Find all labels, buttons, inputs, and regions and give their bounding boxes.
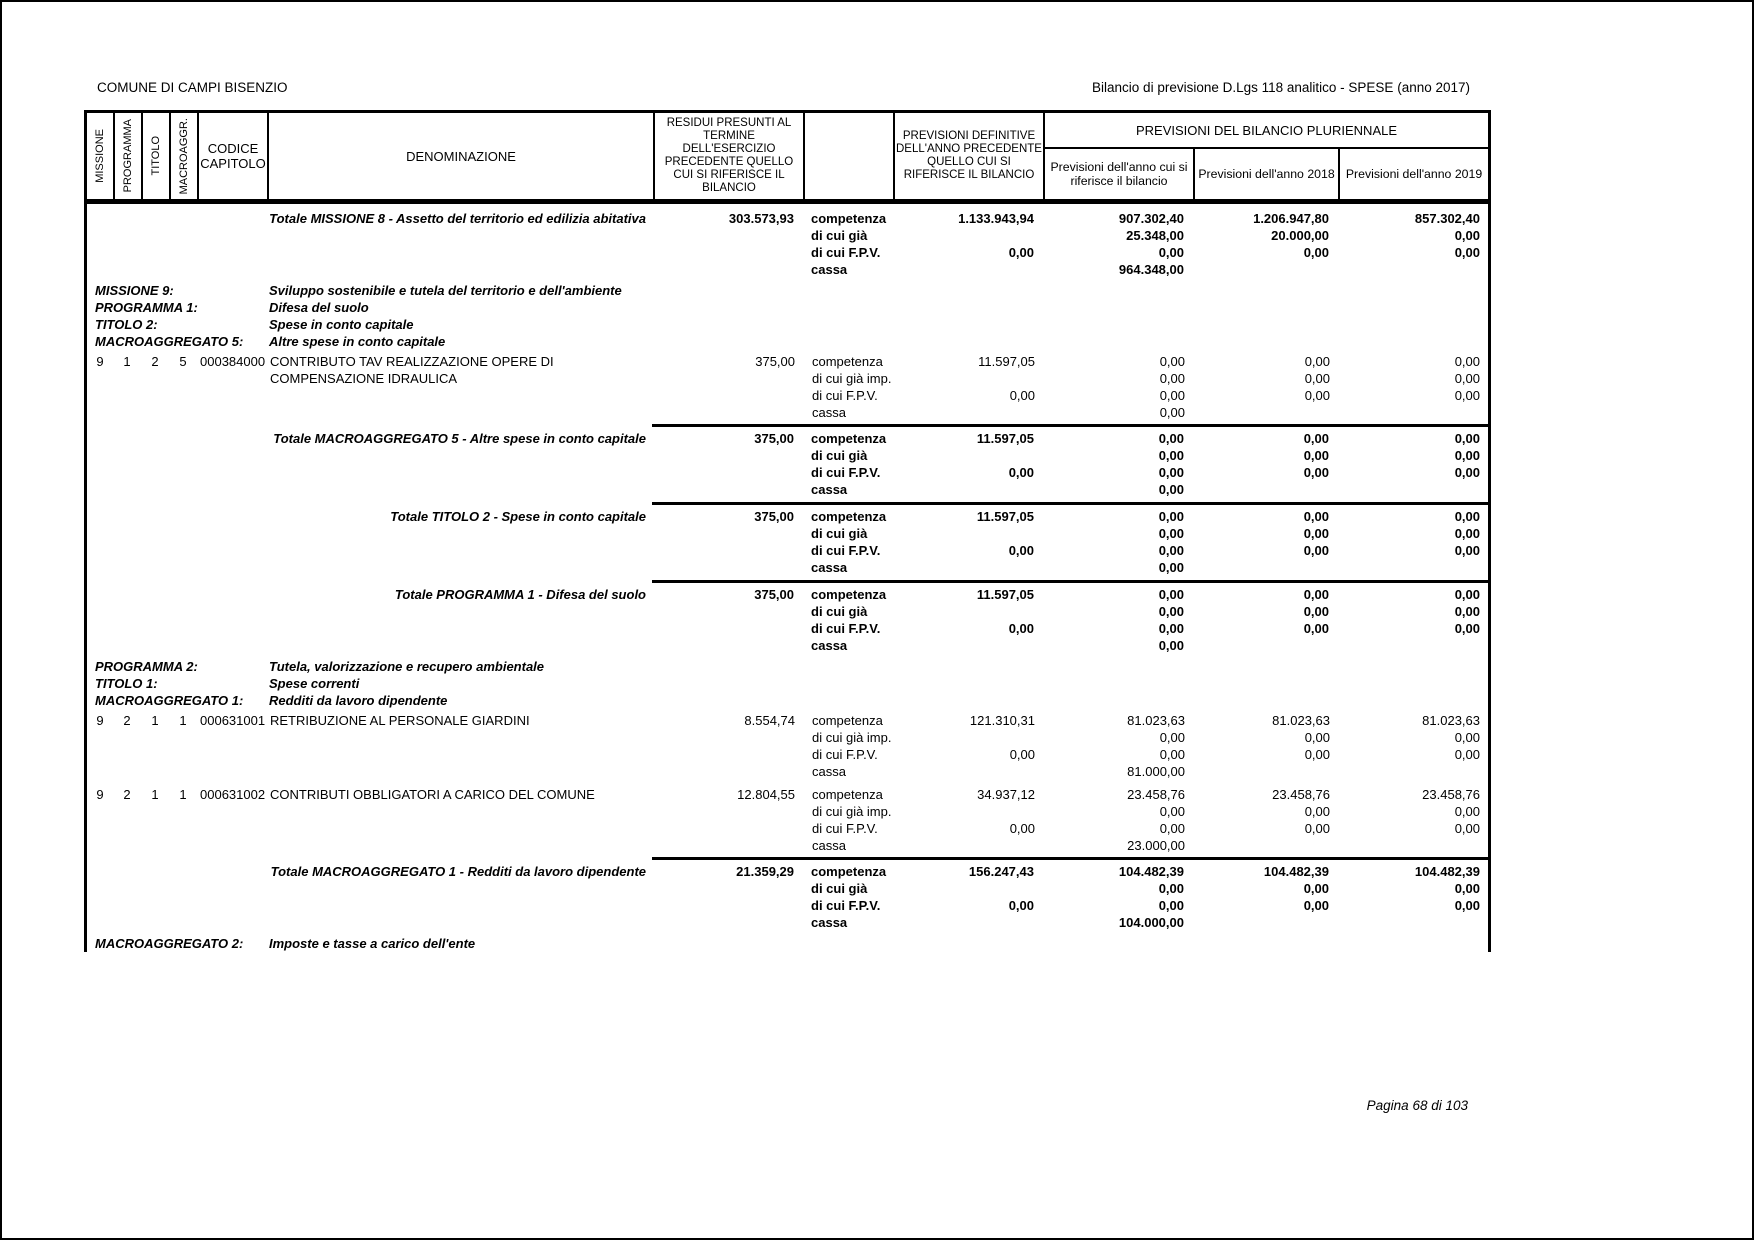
cell-codice-capitolo: 000631002 [200, 787, 266, 802]
value-previsioni-definitive [892, 481, 1042, 498]
col-header-missione-label: MISSIONE [94, 129, 106, 183]
value-lines [802, 508, 1488, 576]
col-header-programma [115, 113, 143, 199]
value-anno-2019 [1337, 637, 1488, 654]
col-header-codice-capitolo: CODICE CAPITOLO [199, 113, 269, 199]
value-anno-bilancio: 0,00 [1158, 543, 1184, 558]
value-previsioni-definitive [893, 729, 1043, 746]
section-label: TITOLO 2: [95, 317, 158, 332]
value-previsioni-definitive: 0,00 [1008, 898, 1034, 913]
value-lines [802, 586, 1488, 654]
value-line [803, 820, 1488, 837]
value-anno-bilancio: 0,00 [1158, 604, 1184, 619]
value-anno-bilancio: 0,00 [1158, 881, 1184, 896]
value-line [802, 586, 1488, 603]
value-anno-2018: 1.206.947,80 [1253, 211, 1329, 226]
col-header-pluriennale: PREVISIONI DEL BILANCIO PLURIENNALE [1045, 113, 1488, 149]
line-label: di cui F.P.V. [811, 898, 881, 913]
line-label: di cui F.P.V. [812, 388, 878, 403]
value-previsioni-definitive [892, 603, 1042, 620]
col-group-previsioni-pluriennale [1045, 113, 1488, 199]
value-anno-bilancio: 0,00 [1158, 526, 1184, 541]
value-anno-2019 [1337, 481, 1488, 498]
document-title: Bilancio di previsione D.Lgs 118 analitico - SPESE (anno 2017) [1092, 80, 1470, 95]
cell-titolo: 2 [151, 354, 159, 369]
value-anno-bilancio: 0,00 [1158, 587, 1184, 602]
value-line [802, 559, 1488, 576]
cell-programma: 2 [123, 787, 131, 802]
line-label: cassa [811, 638, 848, 653]
value-anno-2018: 20.000,00 [1271, 228, 1329, 243]
value-previsioni-definitive: 0,00 [1009, 388, 1035, 403]
col-header-previsioni-definitive: PREVISIONI DEFINITIVE DELL'ANNO PRECEDENTE QUELLO CUI SI RIFERISCE IL BILANCIO [895, 113, 1045, 199]
section-description: Tutela, valorizzazione e recupero ambientale [269, 659, 545, 674]
value-anno-2019: 0,00 [1454, 526, 1480, 541]
section-row [87, 333, 1488, 350]
line-label: competenza [811, 211, 887, 226]
section-description: Redditi da lavoro dipendente [269, 693, 448, 708]
line-label: di cui già [811, 228, 868, 243]
line-label: di cui F.P.V. [812, 747, 878, 762]
value-line [803, 729, 1488, 746]
value-previsioni-definitive [892, 559, 1042, 576]
capitolo-row [87, 709, 1488, 783]
section-description: Altre spese in conto capitale [269, 334, 446, 349]
section-label: MACROAGGREGATO 5: [95, 334, 244, 349]
value-line [802, 863, 1488, 880]
col-header-anno-2018: Previsioni dell'anno 2018 [1195, 149, 1340, 199]
capitolo-row [87, 783, 1488, 857]
value-previsioni-definitive: 156.247,43 [968, 864, 1034, 879]
value-anno-bilancio: 0,00 [1159, 388, 1185, 403]
value-previsioni-definitive [893, 763, 1043, 780]
value-anno-2018: 81.023,63 [1272, 713, 1330, 728]
col-header-anno-bilancio: Previsioni dell'anno cui si riferisce il bilancio [1045, 149, 1195, 199]
value-anno-2019: 0,00 [1454, 448, 1480, 463]
value-previsioni-definitive [893, 837, 1043, 854]
total-row [87, 204, 1488, 282]
cell-denominazione: CONTRIBUTO TAV REALIZZAZIONE OPERE DI COMPENSAZIONE IDRAULICA [270, 354, 554, 386]
value-anno-2018: 0,00 [1303, 621, 1329, 636]
value-previsioni-definitive: 0,00 [1008, 245, 1034, 260]
value-line [803, 837, 1488, 854]
value-anno-2019: 0,00 [1454, 245, 1480, 260]
total-row [87, 857, 1488, 935]
page-number: Pagina 68 di 103 [1366, 1098, 1468, 1113]
value-anno-2018 [1193, 404, 1338, 421]
value-previsioni-definitive: 1.133.943,94 [958, 211, 1034, 226]
value-anno-2019: 0,00 [1454, 371, 1480, 386]
value-anno-2018: 0,00 [1303, 509, 1329, 524]
line-label: competenza [812, 713, 883, 728]
value-anno-bilancio: 0,00 [1158, 245, 1184, 260]
line-label: cassa [812, 764, 846, 779]
col-header-titolo-label: TITOLO [150, 136, 162, 176]
value-anno-2018: 23.458,76 [1272, 787, 1330, 802]
section-description: Difesa del suolo [269, 300, 369, 315]
cell-denominazione: RETRIBUZIONE AL PERSONALE GIARDINI [270, 713, 530, 728]
value-anno-2019: 0,00 [1454, 388, 1480, 403]
line-label: di cui già imp. [812, 371, 892, 386]
value-anno-2018: 0,00 [1303, 543, 1329, 558]
value-anno-2018: 0,00 [1304, 354, 1330, 369]
value-anno-2018: 0,00 [1304, 821, 1330, 836]
value-line [803, 746, 1488, 763]
value-anno-2018: 0,00 [1303, 465, 1329, 480]
table-body [84, 204, 1491, 952]
cell-codice-capitolo: 000384000 [200, 354, 266, 369]
value-anno-2019: 0,00 [1454, 604, 1480, 619]
value-anno-2019 [1337, 261, 1488, 278]
line-label: di cui già imp. [812, 804, 892, 819]
value-lines [802, 863, 1488, 931]
cell-programma: 1 [123, 354, 131, 369]
value-line [802, 542, 1488, 559]
value-line [802, 603, 1488, 620]
value-previsioni-definitive [892, 914, 1042, 931]
value-anno-2019 [1338, 404, 1488, 421]
value-anno-2018: 0,00 [1303, 587, 1329, 602]
value-lines [802, 210, 1488, 278]
total-row [87, 580, 1488, 658]
section-description: Spese in conto capitale [269, 317, 414, 332]
cell-residui: 303.573,93 [728, 211, 794, 226]
value-anno-bilancio: 81.023,63 [1127, 713, 1185, 728]
value-anno-bilancio: 81.000,00 [1127, 764, 1185, 779]
section-row [87, 658, 1488, 675]
value-anno-bilancio: 23.458,76 [1127, 787, 1185, 802]
cell-programma: 2 [123, 713, 131, 728]
value-previsioni-definitive: 11.597,05 [978, 354, 1035, 369]
value-previsioni-definitive [892, 261, 1042, 278]
col-header-residui-presunti: RESIDUI PRESUNTI AL TERMINE DELL'ESERCIZIO PRECEDENTE QUELLO CUI SI RIFERISCE IL BILANCIO [655, 113, 805, 199]
value-anno-2018: 0,00 [1304, 747, 1330, 762]
col-header-missione [87, 113, 115, 199]
value-line [803, 353, 1488, 370]
section-row [87, 299, 1488, 316]
section-label: PROGRAMMA 1: [95, 300, 198, 315]
value-anno-2019: 0,00 [1454, 804, 1480, 819]
value-anno-bilancio: 907.302,40 [1118, 211, 1184, 226]
value-anno-2019: 0,00 [1454, 543, 1480, 558]
value-anno-bilancio: 0,00 [1159, 354, 1185, 369]
value-previsioni-definitive: 11.597,05 [976, 509, 1034, 524]
cell-residui: 21.359,29 [736, 864, 794, 879]
capitolo-row [87, 350, 1488, 424]
value-line [802, 481, 1488, 498]
total-row [87, 424, 1488, 502]
value-previsioni-definitive: 0,00 [1008, 621, 1034, 636]
value-line [802, 430, 1488, 447]
line-label: cassa [811, 482, 848, 497]
line-label: cassa [811, 560, 848, 575]
value-anno-bilancio: 0,00 [1159, 730, 1185, 745]
line-label: di cui F.P.V. [811, 465, 881, 480]
value-anno-bilancio: 0,00 [1158, 621, 1184, 636]
cell-macroaggregato: 1 [179, 713, 187, 728]
value-line [802, 880, 1488, 897]
value-anno-bilancio: 0,00 [1158, 431, 1184, 446]
cell-titolo: 1 [151, 787, 159, 802]
line-label: competenza [812, 787, 883, 802]
section-row [87, 282, 1488, 299]
value-previsioni-definitive [892, 447, 1042, 464]
section-label: TITOLO 1: [95, 676, 158, 691]
value-line [803, 803, 1488, 820]
value-anno-2018 [1192, 637, 1337, 654]
section-label: MISSIONE 9: [95, 283, 174, 298]
value-previsioni-definitive [893, 370, 1043, 387]
section-row [87, 935, 1488, 952]
value-anno-2019: 0,00 [1454, 587, 1480, 602]
value-line [803, 387, 1488, 404]
cell-denominazione: Totale MACROAGGREGATO 5 - Altre spese in conto capitale [273, 431, 646, 446]
value-line [802, 914, 1488, 931]
value-anno-bilancio: 23.000,00 [1127, 838, 1185, 853]
cell-denominazione: CONTRIBUTI OBBLIGATORI A CARICO DEL COMUNE [270, 787, 595, 802]
cell-denominazione: Totale MACROAGGREGATO 1 - Redditi da lavoro dipendente [270, 864, 646, 879]
line-label: di cui già [811, 526, 868, 541]
value-line [802, 464, 1488, 481]
organization-name: COMUNE DI CAMPI BISENZIO [97, 80, 288, 95]
value-lines [803, 786, 1488, 854]
section-description: Spese correnti [269, 676, 360, 691]
value-anno-2019: 23.458,76 [1422, 787, 1480, 802]
col-header-programma-label: PROGRAMMA [122, 119, 134, 193]
value-anno-bilancio: 0,00 [1158, 448, 1184, 463]
line-label: di cui F.P.V. [811, 245, 881, 260]
value-anno-2018 [1192, 261, 1337, 278]
value-anno-2018 [1192, 559, 1337, 576]
value-lines [802, 430, 1488, 498]
value-anno-bilancio: 0,00 [1159, 371, 1185, 386]
value-anno-2019: 0,00 [1454, 747, 1480, 762]
value-previsioni-definitive [893, 803, 1043, 820]
value-previsioni-definitive: 0,00 [1009, 821, 1035, 836]
cell-missione: 9 [96, 787, 104, 802]
value-previsioni-definitive: 11.597,05 [976, 431, 1034, 446]
value-anno-bilancio: 0,00 [1159, 804, 1185, 819]
value-line [802, 525, 1488, 542]
value-anno-2018: 0,00 [1303, 881, 1329, 896]
value-anno-2019: 0,00 [1454, 228, 1480, 243]
col-header-anno-2019: Previsioni dell'anno 2019 [1345, 167, 1483, 181]
value-line [802, 897, 1488, 914]
value-line [802, 637, 1488, 654]
cell-denominazione: Totale PROGRAMMA 1 - Difesa del suolo [394, 587, 646, 602]
value-anno-2018: 0,00 [1303, 245, 1329, 260]
value-previsioni-definitive [893, 404, 1043, 421]
cell-titolo: 1 [151, 713, 159, 728]
value-anno-2018: 104.482,39 [1263, 864, 1329, 879]
value-line [802, 620, 1488, 637]
col-subheaders-pluriennale [1045, 149, 1488, 199]
section-label: MACROAGGREGATO 2: [95, 936, 244, 951]
cell-missione: 9 [96, 713, 104, 728]
value-previsioni-definitive [892, 637, 1042, 654]
value-anno-bilancio: 0,00 [1159, 747, 1185, 762]
value-anno-bilancio: 0,00 [1158, 898, 1184, 913]
cell-residui: 375,00 [754, 431, 794, 446]
line-label: di cui già [811, 604, 868, 619]
line-label: competenza [811, 587, 887, 602]
line-label: competenza [811, 431, 887, 446]
value-anno-2018 [1192, 914, 1337, 931]
section-row [87, 692, 1488, 709]
value-anno-2019 [1337, 914, 1488, 931]
value-line [802, 508, 1488, 525]
cell-codice-capitolo: 000631001 [200, 713, 266, 728]
value-anno-2019: 0,00 [1454, 898, 1480, 913]
value-previsioni-definitive: 0,00 [1008, 465, 1034, 480]
value-anno-bilancio: 0,00 [1159, 405, 1185, 420]
cell-missione: 9 [96, 354, 104, 369]
line-label: di cui già [811, 881, 868, 896]
cell-residui: 8.554,74 [744, 713, 795, 728]
value-anno-bilancio: 104.482,39 [1118, 864, 1184, 879]
value-anno-2019: 0,00 [1454, 730, 1480, 745]
line-label: competenza [811, 864, 887, 879]
value-anno-2019: 0,00 [1454, 509, 1480, 524]
value-anno-2018: 0,00 [1304, 388, 1330, 403]
line-label: di cui F.P.V. [812, 821, 878, 836]
value-anno-bilancio: 104.000,00 [1118, 915, 1184, 930]
section-label: PROGRAMMA 2: [95, 659, 198, 674]
col-header-tipo-empty [805, 113, 895, 199]
total-row [87, 502, 1488, 580]
value-anno-2018: 0,00 [1303, 898, 1329, 913]
value-previsioni-definitive [892, 880, 1042, 897]
value-previsioni-definitive [892, 227, 1042, 244]
col-header-macroaggregato-label: MACROAGGR. [178, 117, 190, 195]
value-anno-2019 [1338, 763, 1488, 780]
value-anno-2018: 0,00 [1303, 431, 1329, 446]
table-header [84, 110, 1491, 204]
section-description: Imposte e tasse a carico dell'ente [269, 936, 476, 951]
value-anno-2018: 0,00 [1303, 604, 1329, 619]
value-previsioni-definitive: 11.597,05 [976, 587, 1034, 602]
value-anno-2018: 0,00 [1303, 448, 1329, 463]
value-anno-2018 [1193, 837, 1338, 854]
line-label: cassa [811, 915, 848, 930]
col-header-macroaggregato [171, 113, 199, 199]
value-anno-2019: 0,00 [1454, 431, 1480, 446]
value-anno-2018: 0,00 [1304, 804, 1330, 819]
value-line [802, 227, 1488, 244]
value-line [803, 763, 1488, 780]
value-anno-2018 [1193, 763, 1338, 780]
value-line [802, 210, 1488, 227]
value-line [803, 786, 1488, 803]
value-anno-2019 [1338, 837, 1488, 854]
value-anno-2019 [1337, 559, 1488, 576]
value-line [802, 261, 1488, 278]
section-description: Sviluppo sostenibile e tutela del territorio e dell'ambiente [269, 283, 622, 298]
value-line [802, 244, 1488, 261]
line-label: competenza [811, 509, 887, 524]
value-anno-2019: 0,00 [1454, 821, 1480, 836]
cell-residui: 375,00 [754, 509, 794, 524]
section-row [87, 316, 1488, 333]
line-label: di cui già [811, 448, 868, 463]
cell-denominazione: Totale MISSIONE 8 - Assetto del territorio ed edilizia abitativa [269, 211, 646, 226]
value-previsioni-definitive: 34.937,12 [977, 787, 1035, 802]
line-label: cassa [812, 405, 846, 420]
value-previsioni-definitive: 0,00 [1009, 747, 1035, 762]
value-lines [803, 712, 1488, 780]
value-anno-2018 [1192, 481, 1337, 498]
value-anno-2019: 0,00 [1454, 465, 1480, 480]
col-header-denominazione: DENOMINAZIONE [269, 113, 655, 199]
section-row [87, 675, 1488, 692]
value-anno-bilancio: 0,00 [1158, 482, 1184, 497]
value-line [803, 404, 1488, 421]
line-label: cassa [811, 262, 848, 277]
value-anno-2019: 104.482,39 [1414, 864, 1480, 879]
value-anno-2018: 0,00 [1304, 371, 1330, 386]
value-anno-2019: 0,00 [1454, 881, 1480, 896]
value-line [803, 370, 1488, 387]
value-anno-bilancio: 0,00 [1159, 821, 1185, 836]
cell-macroaggregato: 5 [179, 354, 187, 369]
col-header-titolo [143, 113, 171, 199]
line-label: di cui F.P.V. [811, 543, 881, 558]
line-label: di cui già imp. [812, 730, 892, 745]
cell-residui: 375,00 [754, 587, 794, 602]
value-previsioni-definitive [892, 525, 1042, 542]
value-previsioni-definitive: 0,00 [1008, 543, 1034, 558]
value-previsioni-definitive: 121.310,31 [969, 713, 1035, 728]
value-anno-2018: 0,00 [1303, 526, 1329, 541]
line-label: di cui F.P.V. [811, 621, 881, 636]
value-anno-bilancio: 0,00 [1158, 560, 1184, 575]
value-line [802, 447, 1488, 464]
value-anno-bilancio: 0,00 [1158, 638, 1184, 653]
value-anno-2019: 0,00 [1454, 354, 1480, 369]
line-label: competenza [812, 354, 883, 369]
value-anno-bilancio: 0,00 [1158, 509, 1184, 524]
value-anno-bilancio: 25.348,00 [1126, 228, 1184, 243]
value-anno-2018: 0,00 [1304, 730, 1330, 745]
value-anno-2019: 857.302,40 [1414, 211, 1480, 226]
value-anno-2019: 81.023,63 [1422, 713, 1480, 728]
cell-denominazione: Totale TITOLO 2 - Spese in conto capitale [390, 509, 646, 524]
section-label: MACROAGGREGATO 1: [95, 693, 244, 708]
line-label: cassa [812, 838, 846, 853]
value-anno-bilancio: 964.348,00 [1118, 262, 1184, 277]
value-anno-bilancio: 0,00 [1158, 465, 1184, 480]
cell-residui: 375,00 [755, 354, 795, 369]
cell-residui: 12.804,55 [737, 787, 795, 802]
value-anno-2019: 0,00 [1454, 621, 1480, 636]
value-lines [803, 353, 1488, 421]
value-line [803, 712, 1488, 729]
cell-macroaggregato: 1 [179, 787, 187, 802]
